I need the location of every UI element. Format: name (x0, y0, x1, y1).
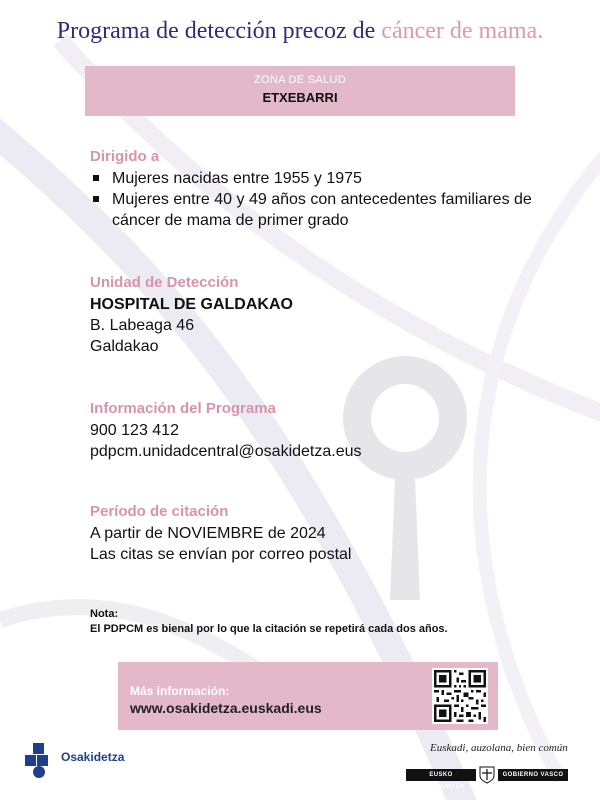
section-unidad (90, 274, 550, 357)
gobierno-vasco-logo (400, 742, 580, 794)
unidad-name: HOSPITAL DE GALDAKAO (90, 296, 293, 313)
nota-text: El PDPCM es bienal por lo que la citación se repetirá cada dos años. (90, 623, 448, 635)
zona-label: ZONA DE SALUD (254, 74, 346, 86)
unidad-address: B. Labeaga 46 (90, 317, 195, 334)
coat-of-arms-icon (479, 766, 495, 784)
list-item: Mujeres entre 40 y 49 años con antecedentes familiares de cáncer de mama de primer grado (90, 189, 550, 231)
title-highlight: cáncer de mama. (381, 18, 544, 44)
government-bar (406, 769, 568, 790)
section-informacion (90, 400, 550, 462)
zona-value: ETXEBARRI (262, 90, 338, 105)
periodo-heading: Período de citación (90, 503, 229, 520)
dirigido-list (90, 168, 550, 231)
periodo-delivery: Las citas se envían por correo postal (90, 546, 352, 563)
section-dirigido (90, 148, 550, 231)
informacion-heading: Información del Programa (90, 400, 276, 417)
mas-info-label: Más información: (130, 684, 230, 698)
periodo-start: A partir de NOVIEMBRE de 2024 (90, 525, 326, 542)
nota-label: Nota: (90, 608, 119, 620)
gobierno-vasco-label: GOBIERNO VASCO (498, 769, 568, 781)
unidad-heading: Unidad de Detección (90, 274, 239, 291)
dirigido-heading: Dirigido a (90, 148, 160, 165)
informacion-phone: 900 123 412 (90, 422, 179, 439)
qr-code-icon[interactable] (432, 668, 488, 724)
osakidetza-emblem-icon (25, 743, 55, 779)
page-title (0, 18, 600, 45)
title-main: Programa de detección precoz de (56, 18, 382, 44)
euskadi-motto: Euskadi, auzolana, bien común (430, 742, 568, 754)
mas-informacion-box (118, 662, 498, 730)
zona-de-salud-box (85, 66, 515, 116)
nota-block (90, 607, 570, 637)
section-periodo (90, 503, 550, 565)
list-item: Mujeres nacidas entre 1955 y 1975 (90, 168, 550, 189)
osakidetza-name: Osakidetza (61, 750, 125, 764)
mas-info-url[interactable]: www.osakidetza.euskadi.eus (130, 700, 322, 716)
informacion-email: pdpcm.unidadcentral@osakidetza.eus (90, 443, 362, 460)
eusko-jaurlaritza-label: EUSKO JAURLARITZA (406, 769, 476, 781)
osakidetza-logo (25, 743, 165, 789)
unidad-city: Galdakao (90, 338, 159, 355)
